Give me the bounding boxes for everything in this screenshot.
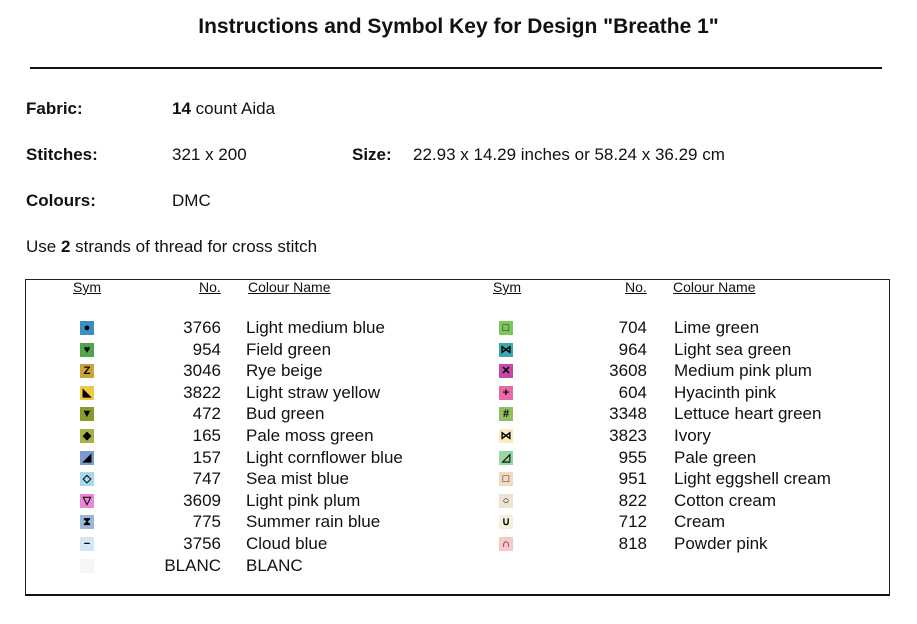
symbol-swatch-icon: ⧗ bbox=[80, 515, 94, 529]
colour-name: Cotton cream bbox=[674, 490, 777, 510]
colour-name: Light straw yellow bbox=[246, 382, 381, 402]
symbol-swatch-icon: ✕ bbox=[499, 364, 513, 378]
key-row bbox=[0, 556, 917, 578]
colour-name: Light eggshell cream bbox=[674, 469, 831, 489]
symbol-swatch-icon bbox=[80, 559, 94, 573]
colours-value: DMC bbox=[172, 191, 211, 210]
fabric-count: 14 bbox=[172, 99, 191, 118]
colours-label: Colours: bbox=[26, 191, 96, 210]
symbol-swatch-icon: + bbox=[499, 386, 513, 400]
colour-name: Cream bbox=[674, 512, 726, 532]
colour-name: Light sea green bbox=[674, 339, 792, 359]
size-value: 22.93 x 14.29 inches or 58.24 x 36.29 cm bbox=[413, 145, 725, 164]
symbol-swatch-icon: ◆ bbox=[80, 429, 94, 443]
dmc-number: BLANC bbox=[164, 555, 221, 575]
dmc-number: 165 bbox=[192, 426, 221, 445]
colour-name: Bud green bbox=[246, 404, 325, 424]
dmc-number: 818 bbox=[618, 534, 647, 553]
header-name-right: Colour Name bbox=[673, 279, 756, 295]
header-sym-left: Sym bbox=[73, 279, 101, 295]
colour-name: Summer rain blue bbox=[246, 512, 381, 532]
symbol-swatch-icon: ⋈ bbox=[500, 343, 512, 356]
symbol-swatch-icon: ⋈ bbox=[500, 430, 512, 442]
strands-count: 2 bbox=[60, 237, 71, 256]
header-no-right: No. bbox=[625, 279, 647, 295]
dmc-number: 3609 bbox=[183, 490, 221, 510]
dmc-number: 951 bbox=[618, 469, 647, 489]
dmc-number: 964 bbox=[618, 339, 647, 359]
strands-pre: Use bbox=[26, 237, 57, 256]
fabric-value bbox=[172, 99, 275, 119]
fabric-label: Fabric: bbox=[26, 99, 83, 118]
dmc-number: 955 bbox=[618, 447, 647, 467]
title-divider bbox=[30, 67, 882, 69]
symbol-swatch-icon: □ bbox=[499, 321, 513, 335]
key-row bbox=[0, 469, 917, 491]
colour-name: BLANC bbox=[246, 555, 303, 575]
dmc-number: 954 bbox=[192, 339, 221, 359]
key-row bbox=[0, 361, 917, 383]
symbol-swatch-icon: − bbox=[80, 537, 94, 551]
dmc-number: 3348 bbox=[609, 404, 647, 424]
symbol-swatch-icon: ▼ bbox=[81, 408, 93, 421]
colour-name: Pale moss green bbox=[246, 426, 374, 445]
header-name-left: Colour Name bbox=[248, 279, 331, 295]
key-row bbox=[0, 404, 917, 426]
header-no-left: No. bbox=[199, 279, 221, 295]
dmc-number: 3756 bbox=[183, 534, 221, 553]
colour-name: Lime green bbox=[674, 318, 760, 337]
symbol-swatch-icon: ◣ bbox=[80, 386, 94, 400]
stitches-value: 321 x 200 bbox=[172, 145, 247, 164]
colour-name: Pale green bbox=[674, 447, 757, 467]
key-row bbox=[0, 534, 917, 556]
colour-name: Hyacinth pink bbox=[674, 382, 777, 402]
colour-name: Powder pink bbox=[674, 534, 768, 553]
colour-name: Light cornflower blue bbox=[246, 447, 403, 467]
symbol-swatch-icon: ∩ bbox=[499, 537, 513, 551]
symbol-swatch-icon: ♥ bbox=[80, 343, 94, 357]
strands-post: strands of thread for cross stitch bbox=[75, 237, 318, 256]
document-title: Instructions and Symbol Key for Design "Breathe 1" bbox=[198, 15, 719, 38]
dmc-number: 3766 bbox=[183, 318, 221, 337]
symbol-swatch-icon: ○ bbox=[499, 494, 513, 508]
symbol-swatch-icon: ◇ bbox=[80, 472, 94, 486]
colour-name: Light medium blue bbox=[246, 318, 385, 337]
colour-name: Ivory bbox=[674, 426, 711, 445]
symbol-swatch-icon: ● bbox=[80, 321, 94, 335]
fabric-type: count Aida bbox=[195, 99, 276, 118]
colour-name: Sea mist blue bbox=[246, 469, 349, 489]
dmc-number: 822 bbox=[618, 490, 647, 510]
size-label: Size: bbox=[352, 145, 392, 164]
dmc-number: 604 bbox=[618, 382, 647, 402]
dmc-number: 712 bbox=[618, 512, 647, 532]
dmc-number: 704 bbox=[618, 318, 647, 337]
key-row bbox=[0, 383, 917, 405]
dmc-number: 157 bbox=[192, 447, 221, 467]
stitches-label: Stitches: bbox=[26, 145, 98, 164]
colour-name: Light pink plum bbox=[246, 490, 361, 510]
symbol-swatch-icon: # bbox=[499, 407, 513, 421]
key-row bbox=[0, 340, 917, 362]
colour-name: Lettuce heart green bbox=[674, 404, 822, 424]
key-row bbox=[0, 512, 917, 534]
symbol-swatch-icon: ∪ bbox=[499, 515, 513, 529]
key-row bbox=[0, 426, 917, 448]
key-row bbox=[0, 318, 917, 340]
dmc-number: 775 bbox=[192, 512, 221, 532]
dmc-number: 3823 bbox=[609, 426, 647, 445]
key-row bbox=[0, 448, 917, 470]
dmc-number: 472 bbox=[192, 404, 221, 424]
dmc-number: 3822 bbox=[183, 382, 221, 402]
header-sym-right: Sym bbox=[493, 279, 521, 295]
key-row bbox=[0, 491, 917, 513]
dmc-number: 3046 bbox=[183, 361, 221, 381]
symbol-swatch-icon: ▽ bbox=[80, 494, 94, 508]
symbol-swatch-icon: ◢ bbox=[80, 451, 94, 465]
colour-name: Cloud blue bbox=[246, 534, 328, 553]
colour-name: Medium pink plum bbox=[674, 361, 812, 381]
colour-name: Field green bbox=[246, 339, 332, 359]
strands-instruction bbox=[26, 237, 317, 257]
symbol-swatch-icon: □ bbox=[499, 472, 513, 486]
colour-name: Rye beige bbox=[246, 361, 323, 381]
symbol-swatch-icon: ◿ bbox=[499, 451, 513, 465]
symbol-swatch-icon: Z bbox=[80, 364, 94, 378]
dmc-number: 747 bbox=[192, 469, 221, 489]
dmc-number: 3608 bbox=[609, 361, 647, 381]
